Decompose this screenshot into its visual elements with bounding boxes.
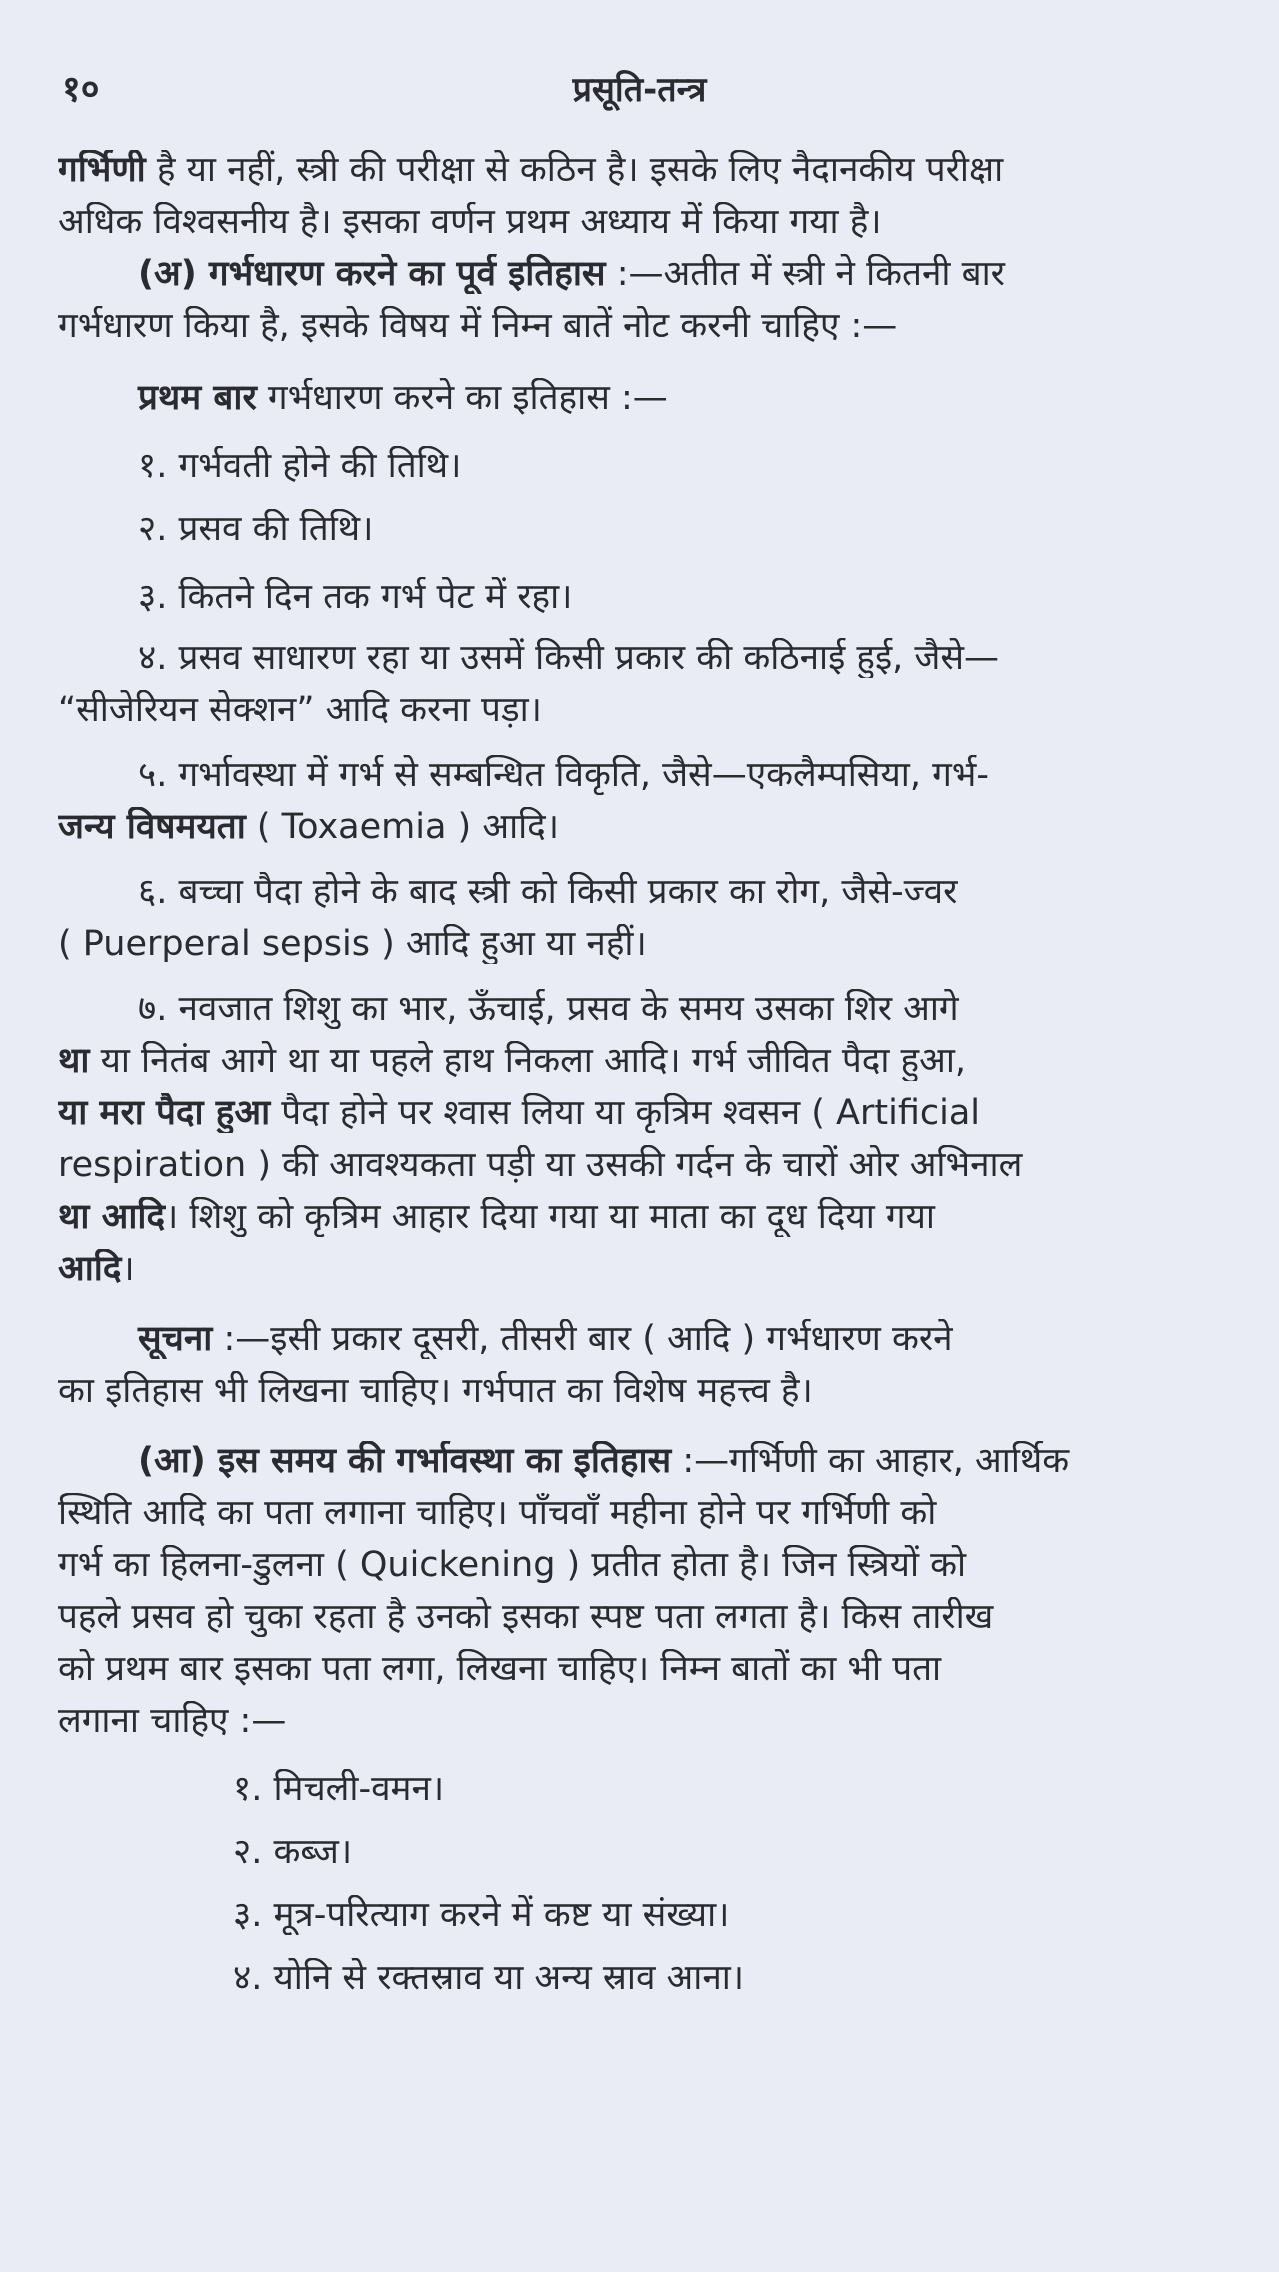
- list-item: ६. बच्चा पैदा होने के बाद स्त्री को किसी प्रकार का रोग, जैसे-ज्वर: [138, 872, 958, 912]
- list-item: २. प्रसव की तिथि।: [138, 509, 374, 549]
- text-line: लगाना चाहिए :—: [58, 1701, 287, 1741]
- subsection-heading: प्रथम बार गर्भधारण करने का इतिहास :—: [138, 378, 668, 418]
- list-item: ३. कितने दिन तक गर्भ पेट में रहा।: [138, 577, 573, 617]
- list-item: ४. प्रसव साधारण रहा या उसमें किसी प्रकार की कठिनाई हुई, जैसे—: [138, 638, 1000, 678]
- text-line: ( Puerperal sepsis ) आदि हुआ या नहीं।: [58, 924, 647, 964]
- section-heading: (अ) गर्भधारण करने का पूर्व इतिहास :—अतीत में स्त्री ने कितनी बार: [138, 254, 1005, 294]
- list-item: ३. मूत्र-परित्याग करने में कष्ट या संख्या।: [233, 1895, 730, 1935]
- text-line: जन्य विषमयता ( Toxaemia ) आदि।: [58, 807, 560, 847]
- text-line: गर्भधारण किया है, इसके विषय में निम्न बातें नोट करनी चाहिए :—: [58, 306, 898, 346]
- text-line: को प्रथम बार इसका पता लगा, लिखना चाहिए। निम्न बातों का भी पता: [58, 1649, 942, 1689]
- list-item: १. मिचली-वमन।: [233, 1769, 445, 1809]
- text-line: गर्भ का हिलना-डुलना ( Quickening ) प्रतीत होता है। जिन स्त्रियों को: [58, 1545, 967, 1585]
- page-body: [58, 150, 1208, 1998]
- text-line: गर्भिणी है या नहीं, स्त्री की परीक्षा से कठिन है। इसके लिए नैदानकीय परीक्षा: [58, 150, 1004, 190]
- page-number: १०: [62, 69, 100, 110]
- section-heading: (आ) इस समय की गर्भावस्था का इतिहास :—गर्भिणी का आहार, आर्थिक: [138, 1441, 1070, 1481]
- text-line: का इतिहास भी लिखना चाहिए। गर्भपात का विशेष महत्त्व है।: [58, 1371, 813, 1411]
- list-item: ४. योनि से रक्तस्राव या अन्य स्राव आना।: [233, 1958, 745, 1998]
- list-item: १. गर्भवती होने की तिथि।: [138, 446, 462, 486]
- list-item: ७. नवजात शिशु का भार, ऊँचाई, प्रसव के समय उसका शिर आगे: [138, 989, 959, 1029]
- text-line: था या नितंब आगे था या पहले हाथ निकला आदि। गर्भ जीवित पैदा हुआ,: [58, 1041, 967, 1081]
- text-line: अधिक विश्वसनीय है। इसका वर्णन प्रथम अध्याय में किया गया है।: [58, 202, 882, 242]
- note-line: सूचना :—इसी प्रकार दूसरी, तीसरी बार ( आदि ) गर्भधारण करने: [138, 1319, 953, 1359]
- text-line: आदि।: [58, 1249, 135, 1289]
- text-line: “सीजेरियन सेक्शन” आदि करना पड़ा।: [58, 690, 542, 730]
- text-line: या मरा पैदा हुआ पैदा होने पर श्वास लिया या कृत्रिम श्वसन ( Artificial: [58, 1093, 981, 1133]
- list-item: ५. गर्भावस्था में गर्भ से सम्बन्धित विकृति, जैसे—एकलैम्पसिया, गर्भ-: [138, 755, 990, 795]
- text-line: पहले प्रसव हो चुका रहता है उनको इसका स्पष्ट पता लगता है। किस तारीख: [58, 1597, 994, 1637]
- page-header: [0, 55, 1279, 115]
- text-line: respiration ) की आवश्यकता पड़ी या उसकी गर्दन के चारों ओर अभिनाल: [58, 1145, 1023, 1185]
- list-item: २. कब्ज।: [233, 1832, 353, 1872]
- text-line: था आदि। शिशु को कृत्रिम आहार दिया गया या माता का दूध दिया गया: [58, 1197, 935, 1237]
- running-title: प्रसूति-तन्त्र: [572, 70, 707, 110]
- text-line: स्थिति आदि का पता लगाना चाहिए। पाँचवाँ महीना होने पर गर्भिणी को: [58, 1493, 937, 1533]
